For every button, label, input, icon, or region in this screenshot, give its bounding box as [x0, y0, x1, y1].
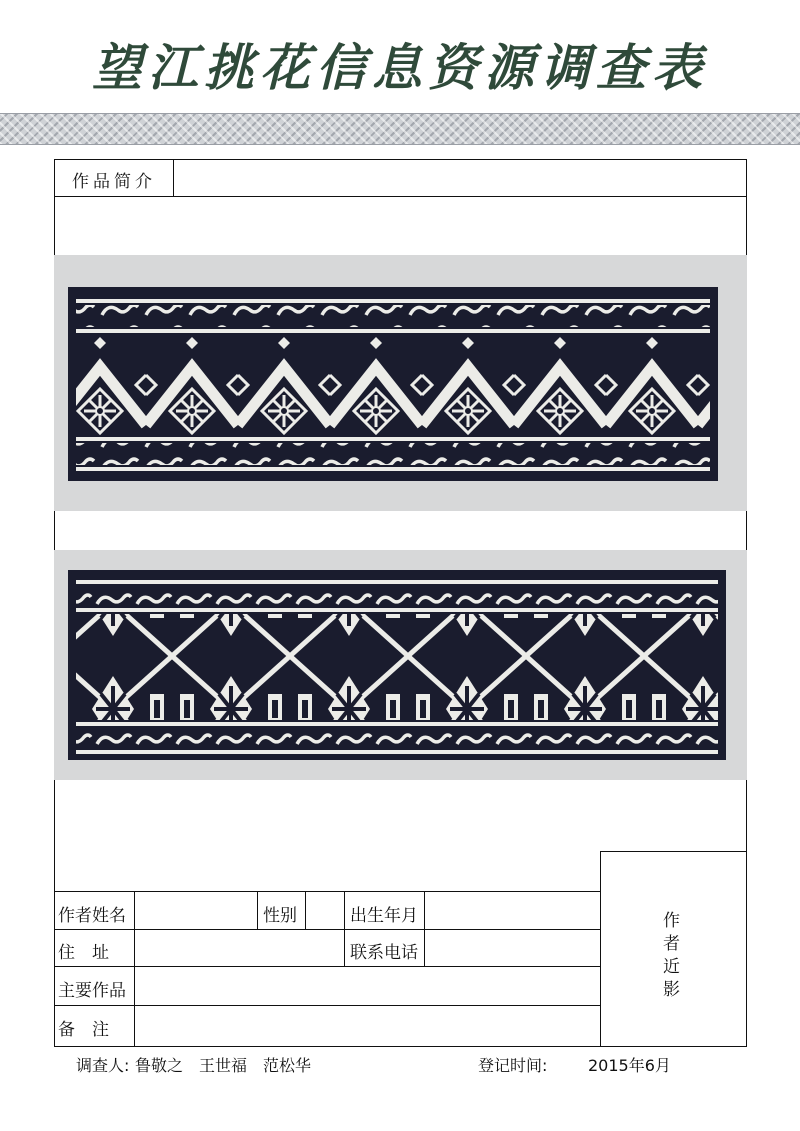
gender-label: 性别	[263, 906, 297, 926]
author-name-label: 作者姓名	[58, 906, 126, 926]
embroidery-photo-1	[54, 255, 747, 511]
main-works-label: 主要作品	[58, 981, 126, 1001]
form-row-line-4	[54, 1005, 600, 1006]
registration-date-label: 登记时间:	[478, 1056, 548, 1075]
photo-box-left	[600, 851, 601, 1047]
investigators-names: 鲁敬之 王世福 范松华	[135, 1056, 312, 1075]
birth-date-label: 出生年月	[350, 906, 418, 926]
gender-label-left	[257, 891, 258, 929]
remarks-label: 备 注	[58, 1020, 109, 1040]
intro-label: 作品简介	[72, 172, 156, 192]
phone-label: 联系电话	[350, 943, 418, 963]
birth-phone-label-right	[424, 891, 425, 966]
form-row-line-2	[54, 929, 600, 930]
photo-box-top	[600, 851, 747, 852]
registration-date: 2015年6月	[588, 1056, 671, 1075]
gender-label-right	[305, 891, 306, 929]
photo-label-char-3: 近	[663, 957, 680, 977]
intro-label-divider	[173, 159, 174, 196]
label-column-divider	[134, 891, 135, 1047]
intro-row-divider	[54, 196, 747, 197]
investigators-label: 调查人:	[76, 1056, 130, 1075]
embroidery-photo-2	[54, 550, 747, 780]
birth-phone-label-left	[344, 891, 345, 966]
form-row-line-3	[54, 966, 600, 967]
photo-label-char-2: 者	[663, 934, 680, 954]
form-row-line-1	[54, 891, 600, 892]
decorative-pattern-band	[0, 113, 800, 145]
photo-label-char-1: 作	[663, 911, 680, 931]
document-title: 望江挑花信息资源调查表	[92, 38, 708, 97]
address-label: 住 址	[58, 943, 109, 963]
photo-label-char-4: 影	[663, 980, 680, 1000]
